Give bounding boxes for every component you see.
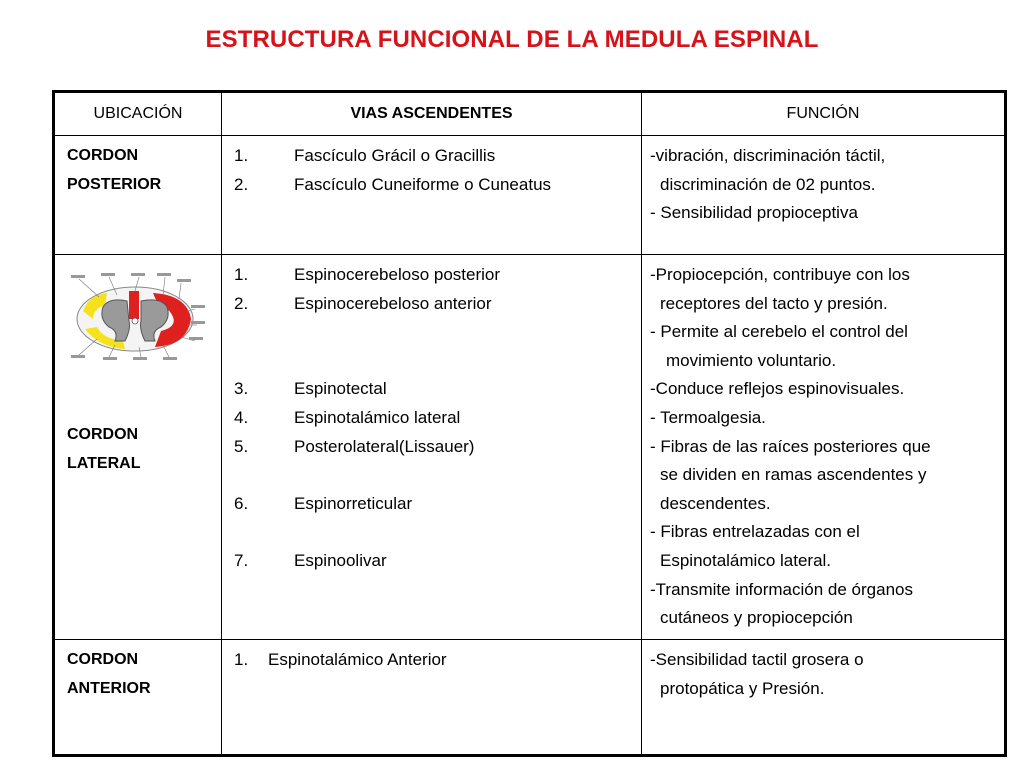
cell-funcion-lateral xyxy=(642,255,1006,640)
funcion-line: -Propiocepción, contribuye con los xyxy=(650,265,910,284)
funcion-line: -Sensibilidad tactil grosera o xyxy=(650,650,864,669)
table-header-row xyxy=(54,92,1006,136)
funcion-line: - Fibras entrelazadas con el xyxy=(650,522,860,542)
header-vias-ascendentes: VIAS ASCENDENTES xyxy=(222,92,642,136)
spinal-cord-table xyxy=(52,90,1007,757)
red-tract-center xyxy=(129,291,139,319)
funcion-line: movimiento voluntario. xyxy=(666,350,837,370)
cell-ubicacion-anterior xyxy=(54,640,222,756)
header-ubicacion: UBICACIÓN xyxy=(54,92,222,136)
cell-funcion-posterior xyxy=(642,136,1006,255)
spinal-cord-cross-section-diagram xyxy=(69,271,207,361)
via-name: Posterolateral(Lissauer) xyxy=(294,436,475,456)
via-number: 7. xyxy=(234,550,249,570)
header-funcion: FUNCIÓN xyxy=(642,92,1006,136)
via-number: 2. xyxy=(234,293,249,313)
funcion-line: - Permite al cerebelo el control del xyxy=(650,322,908,342)
funcion-line: discriminación de 02 puntos. xyxy=(660,174,876,194)
via-item xyxy=(234,290,641,319)
via-name: Espinoolivar xyxy=(294,550,387,570)
via-number: 6. xyxy=(234,493,249,513)
via-number: 2. xyxy=(234,174,249,194)
funcion-line: receptores del tacto y presión. xyxy=(660,293,888,313)
funcion-line: - Sensibilidad propioceptiva xyxy=(650,203,858,223)
funcion-line: -Transmite información de órganos xyxy=(650,579,913,599)
via-item xyxy=(234,547,641,576)
ubicacion-line: CORDON xyxy=(67,426,139,443)
funcion-line: se dividen en ramas ascendentes y xyxy=(660,465,927,485)
funcion-line: protopática y Presión. xyxy=(660,678,825,698)
via-item xyxy=(234,375,641,404)
via-item xyxy=(234,433,641,462)
via-name: Espinotectal xyxy=(294,379,387,399)
via-name: Fascículo Cuneiforme o Cuneatus xyxy=(294,174,552,194)
via-number: 3. xyxy=(234,379,249,399)
cell-vias-posterior xyxy=(222,136,642,255)
via-number: 4. xyxy=(234,407,249,427)
cell-vias-anterior xyxy=(222,640,642,756)
ubicacion-line: CORDON xyxy=(67,651,139,668)
table-row xyxy=(54,136,1006,255)
via-name: Espinocerebeloso posterior xyxy=(294,265,501,284)
ubicacion-line: LATERAL xyxy=(67,454,141,472)
via-name: Espinocerebeloso anterior xyxy=(294,293,492,313)
central-canal xyxy=(132,318,138,324)
via-item xyxy=(234,490,641,519)
funcion-line: descendentes. xyxy=(660,493,771,513)
ubicacion-line: CORDON xyxy=(67,147,139,164)
via-name: Espinotalámico lateral xyxy=(294,407,461,427)
table-row xyxy=(54,255,1006,640)
funcion-line: - Termoalgesia. xyxy=(650,407,766,427)
funcion-line: cutáneos y propiocepción xyxy=(660,608,853,628)
ubicacion-line: POSTERIOR xyxy=(67,175,162,193)
via-number: 5. xyxy=(234,436,249,456)
via-number: 1. xyxy=(234,146,249,165)
via-item xyxy=(234,261,641,290)
via-number: 1. xyxy=(234,265,249,284)
via-item xyxy=(234,646,641,675)
funcion-line: -vibración, discriminación táctil, xyxy=(650,146,886,165)
cell-funcion-anterior xyxy=(642,640,1006,756)
via-name: Fascículo Grácil o Gracillis xyxy=(294,146,496,165)
funcion-line: Espinotalámico lateral. xyxy=(660,550,832,570)
cell-ubicacion-posterior xyxy=(54,136,222,255)
via-item xyxy=(234,404,641,433)
table-row xyxy=(54,640,1006,756)
via-number: 1. xyxy=(234,650,249,669)
cell-ubicacion-lateral xyxy=(54,255,222,640)
page-title: ESTRUCTURA FUNCIONAL DE LA MEDULA ESPINAL xyxy=(205,26,819,53)
cell-vias-lateral xyxy=(222,255,642,640)
funcion-line: - Fibras de las raíces posteriores que xyxy=(650,436,931,456)
via-name: Espinorreticular xyxy=(294,493,413,513)
ubicacion-line: ANTERIOR xyxy=(67,679,151,697)
via-item xyxy=(234,142,641,171)
via-name: Espinotalámico Anterior xyxy=(268,650,447,669)
funcion-line: -Conduce reflejos espinovisuales. xyxy=(650,379,905,399)
via-item xyxy=(234,171,641,200)
